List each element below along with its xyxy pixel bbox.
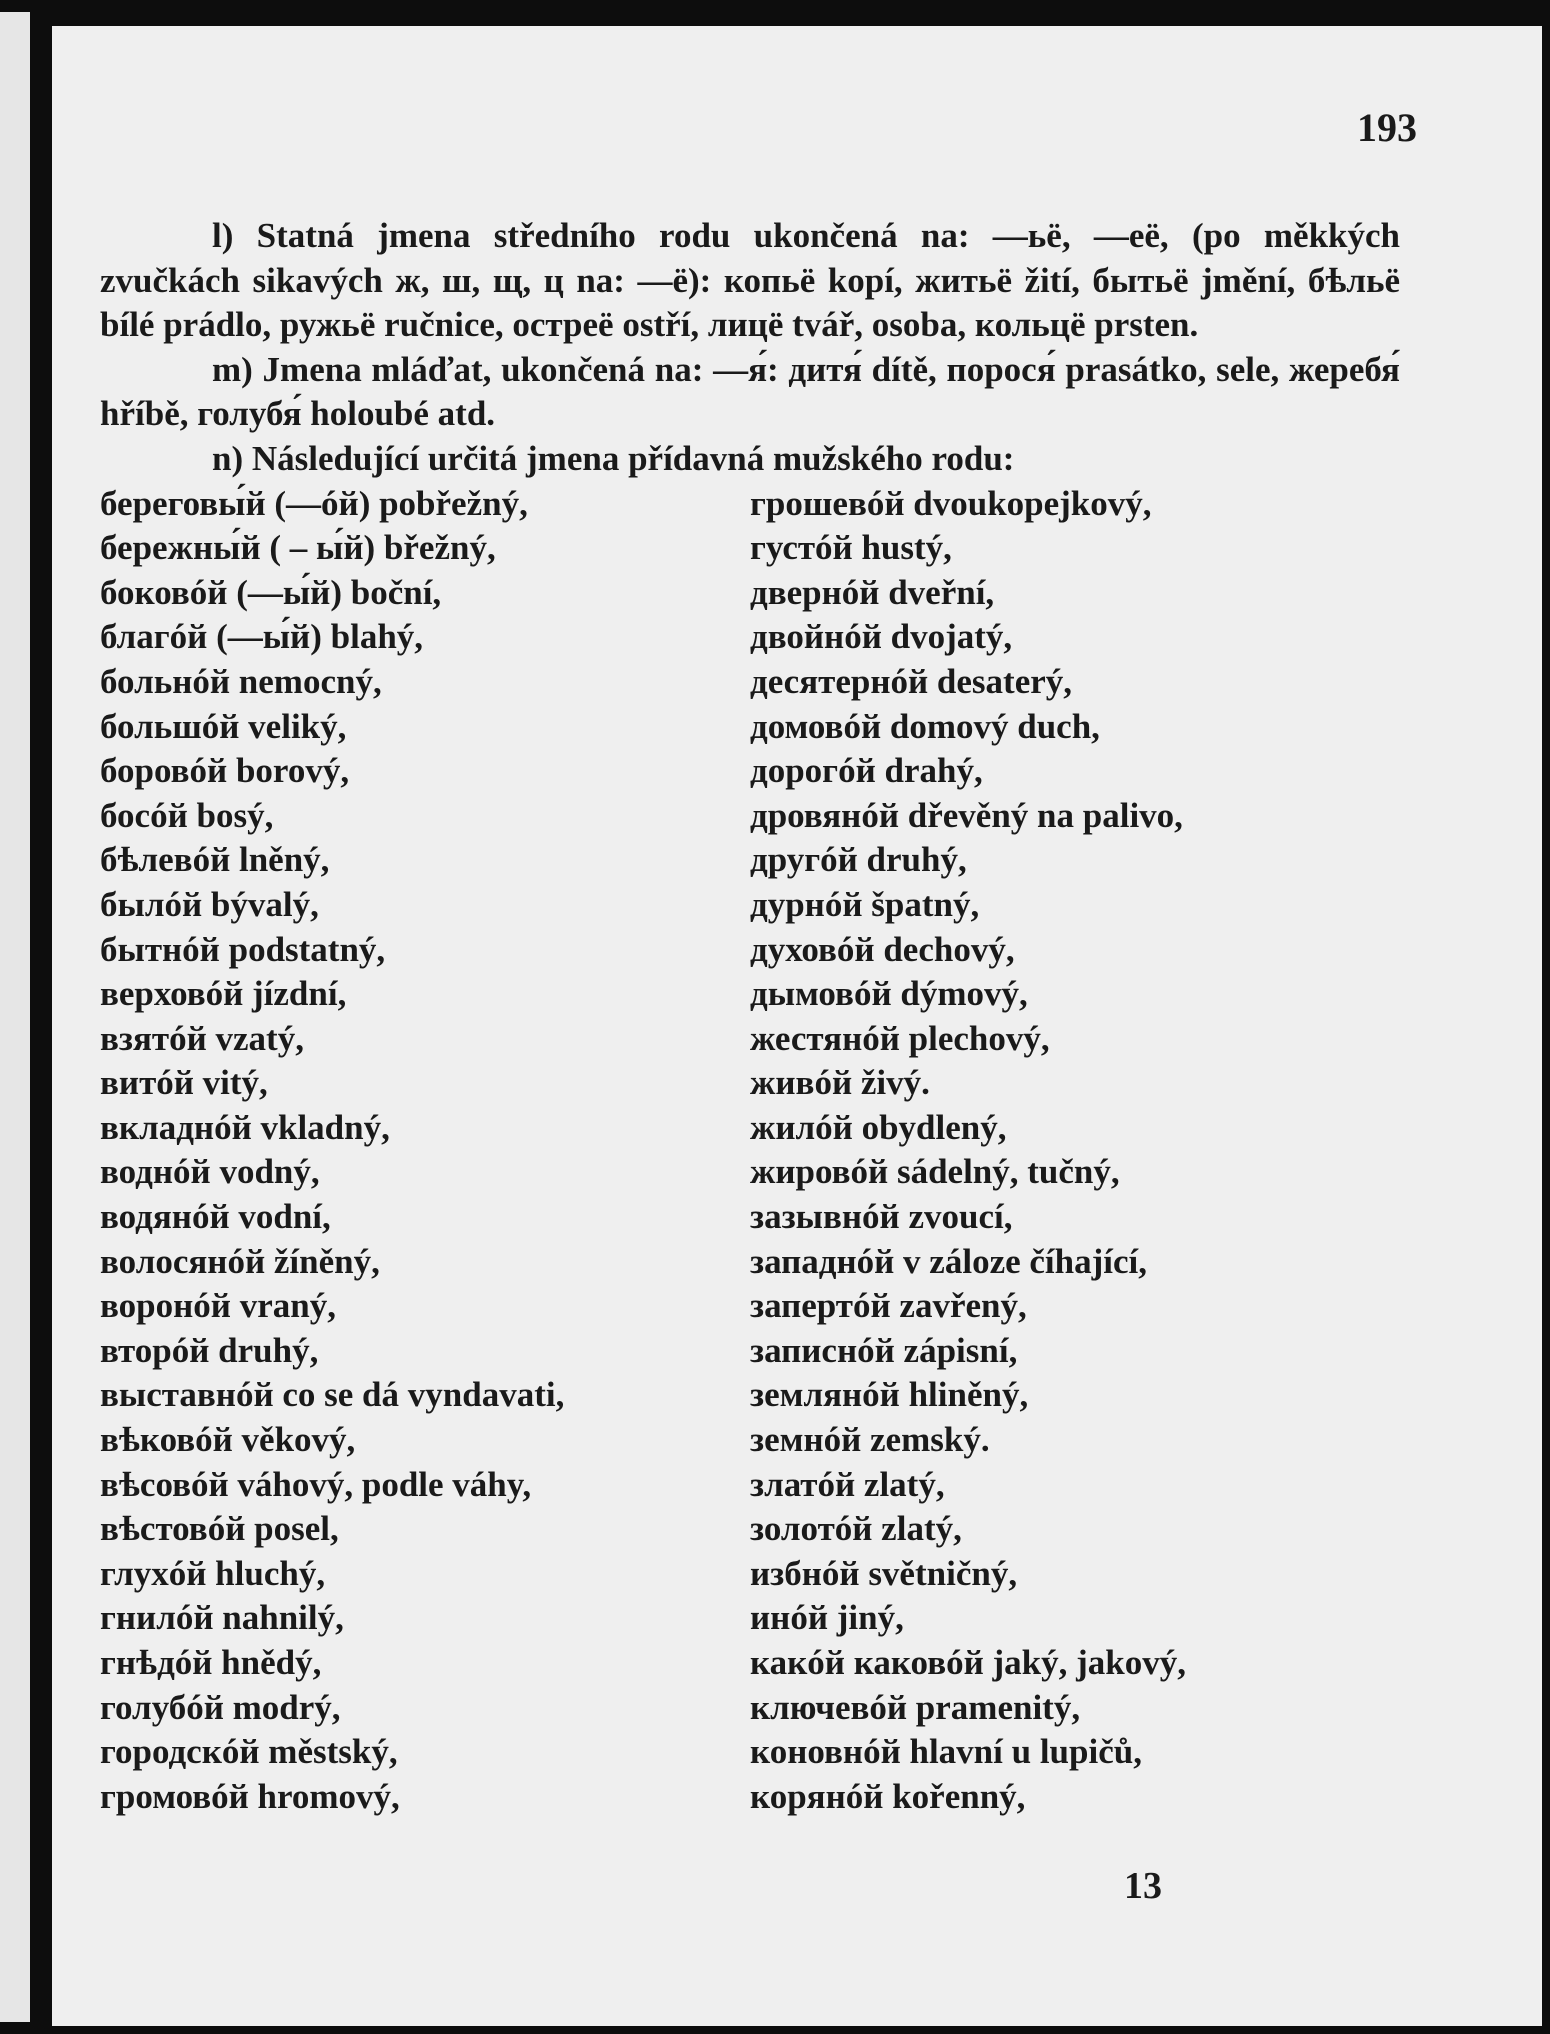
word-entry: какóй каковóй jaký, jakový, [750, 1643, 1186, 1682]
word-entry: духовóй dechový, [750, 929, 1015, 969]
word-entry: инóй jiný, [750, 1598, 904, 1638]
word-entry: вѣсовóй váhový, podle váhy, [100, 1464, 532, 1504]
word-entry: волосянóй žíněný, [100, 1241, 380, 1281]
word-entry: вѣковóй věkový, [100, 1420, 356, 1460]
word-entry: вѣстовóй posel, [100, 1509, 339, 1549]
word-entry: дровянóй dřevěný na palivo, [750, 795, 1183, 835]
word-entry: благóй (—ы́й) blahý, [100, 617, 424, 657]
paragraph-l: l) Statná jmena středního rodu ukončená na: —ьё, —её, (po měkkých zvučkách sikavých ж, ш, щ, ц na: —ё): копьё kopí, житьё žití, бытьё jmění, бѣльё bílé prádlo, ружьё ručnice, остреё ostří, лицё tvář, osoba, кольцё prsten. [100, 216, 1400, 345]
word-entry: живóй živý. [750, 1063, 930, 1103]
word-entry: избнóй světničný, [750, 1553, 1018, 1593]
word-entry: голубóй modrý, [100, 1687, 341, 1727]
word-entry: грошевóй dvoukopejkový, [750, 483, 1152, 523]
word-entry: бережны́й ( – ы́й) břežný, [100, 528, 496, 568]
word-entry: больнóй nemocný, [100, 661, 382, 701]
word-entry: жестянóй plechový, [750, 1018, 1050, 1058]
paragraph-n-intro: n) Následující určitá jmena přídavná mužského rodu: [212, 438, 1015, 478]
word-entry: жировóй sádelný, tučný, [750, 1152, 1120, 1192]
word-entry: запертóй zavřený, [750, 1286, 1027, 1326]
book-page [52, 26, 1542, 2026]
signature-mark: 13 [1124, 1865, 1162, 1907]
word-entry: глухóй hluchý, [100, 1553, 326, 1593]
word-entry: боковóй (—ы́й) boční, [100, 572, 442, 612]
word-entry: береговы́й (—óй) pobřežný, [100, 483, 528, 523]
word-entry: взятóй vzatý, [100, 1018, 304, 1058]
word-entry: коновнóй hlavní u lupičů, [750, 1732, 1142, 1772]
word-entry: ключевóй pramenitý, [750, 1687, 1081, 1727]
word-entry: громовóй hromový, [100, 1776, 400, 1816]
word-list [100, 482, 1400, 1820]
previous-page-edge [0, 12, 30, 2022]
word-entry: золотóй zlatý, [750, 1509, 962, 1549]
word-entry: воронóй vraný, [100, 1286, 336, 1326]
word-entry: водянóй vodní, [100, 1197, 331, 1237]
paragraph-m: m) Jmena mláďat, ukončená na: —я́: дитя́ dítě, порося́ prasátko, sele, жеребя́ hříbě, голубя́ holoubé atd. [100, 349, 1400, 434]
word-entry: вторóй druhý, [100, 1330, 319, 1370]
word-entry: записнóй zápisní, [750, 1330, 1018, 1370]
word-entry: большóй veliký, [100, 706, 347, 746]
word-entry: домовóй domový duch, [750, 706, 1100, 746]
word-entry: дорогóй drahý, [750, 751, 983, 791]
word-entry: гнѣдóй hnědý, [100, 1643, 322, 1682]
word-entry: бытнóй podstatný, [100, 929, 386, 969]
word-entry: густóй hustý, [750, 528, 952, 568]
word-entry: жилóй obydlený, [750, 1107, 1007, 1147]
word-entry: дымовóй dýmový, [750, 974, 1028, 1014]
word-entry: другóй druhý, [750, 840, 967, 880]
word-entry: златóй zlatý, [750, 1464, 945, 1504]
word-entry: гнилóй nahnilý, [100, 1598, 344, 1638]
word-entry: витóй vitý, [100, 1063, 268, 1103]
word-entry: земнóй zemský. [750, 1420, 990, 1460]
word-entry: воднóй vodný, [100, 1152, 320, 1192]
word-list-left-column [100, 482, 750, 1820]
word-entry: былóй bývalý, [100, 884, 319, 924]
page-body [100, 214, 1400, 1819]
word-entry: бѣлевóй lněný, [100, 840, 330, 880]
word-entry: зазывнóй zvoucí, [750, 1197, 1013, 1237]
word-entry: десятернóй desaterý, [750, 661, 1073, 701]
word-entry: выставнóй co se dá vyndavati, [100, 1375, 565, 1415]
word-entry: верховóй jízdní, [100, 974, 347, 1014]
word-entry: вкладнóй vkladný, [100, 1107, 390, 1147]
word-entry: босóй bosý, [100, 795, 274, 835]
word-entry: землянóй hliněný, [750, 1375, 1029, 1415]
word-list-right-column [750, 482, 1400, 1820]
word-entry: двернóй dveřní, [750, 572, 995, 612]
page-number: 193 [1357, 105, 1417, 150]
word-entry: двойнóй dvojatý, [750, 617, 1013, 657]
word-entry: корянóй kořenný, [750, 1776, 1026, 1816]
word-entry: западнóй v záloze číhající, [750, 1241, 1147, 1281]
word-entry: дурнóй špatný, [750, 884, 980, 924]
word-entry: городскóй městský, [100, 1732, 398, 1772]
word-entry: боровóй borový, [100, 751, 350, 791]
